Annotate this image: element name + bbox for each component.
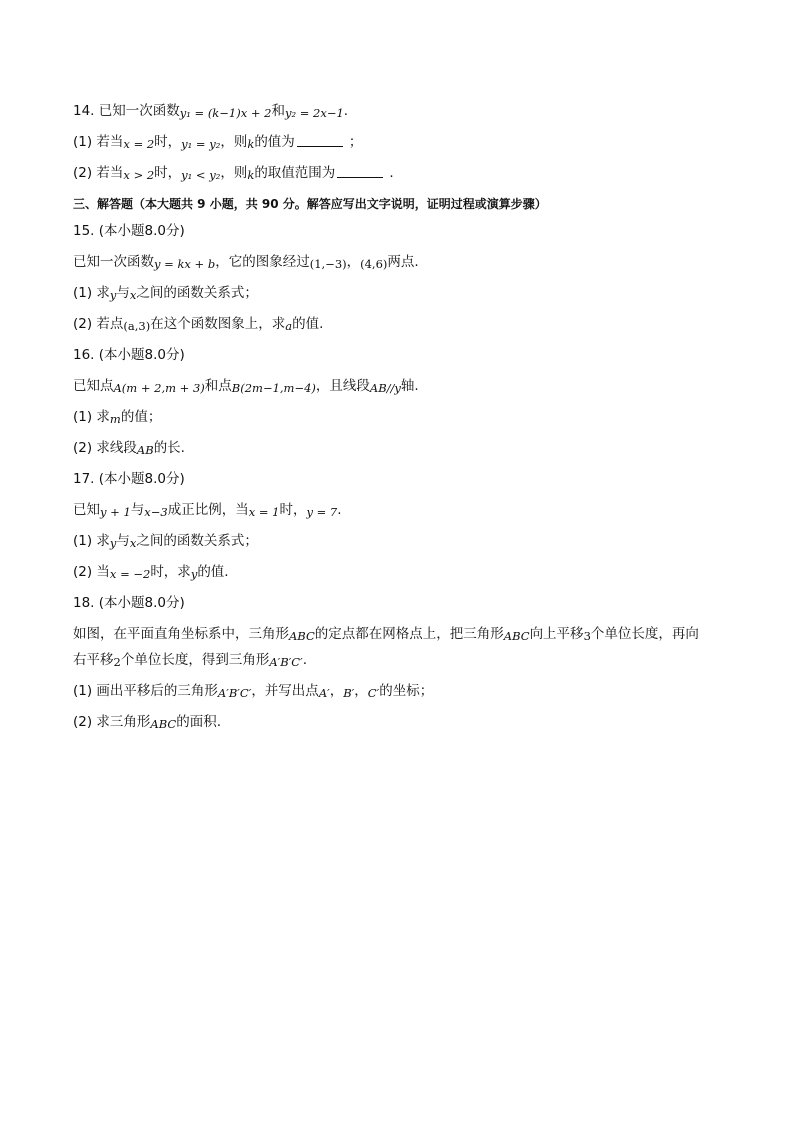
q14-function-1: y₁ = (k−1)x + 2 bbox=[179, 106, 272, 120]
q14-p1-prefix: (1) 若当 bbox=[73, 134, 124, 150]
q17-p1-prefix: (1) 求 bbox=[73, 533, 110, 549]
q17-p1-tail: 之间的函数关系式； bbox=[136, 533, 258, 549]
q16-heading: 16. (本小题8.0分) bbox=[73, 347, 185, 363]
q16-p2-ab: AB bbox=[136, 443, 154, 457]
q15-p1-x: x bbox=[129, 288, 137, 302]
q18-l1-abc: ABC bbox=[289, 629, 315, 643]
q14-p2-then: ，则 bbox=[220, 165, 248, 181]
q17-stem bbox=[73, 499, 733, 530]
q16-point-a: A(m + 2,m + 3) bbox=[113, 381, 205, 395]
q18-p1-c: C′ bbox=[367, 686, 380, 700]
q15-stem-mid: ，它的图象经过 bbox=[215, 254, 310, 270]
q17-condition-1: x = 1 bbox=[248, 505, 280, 519]
q15-p1-tail: 之间的函数关系式； bbox=[136, 285, 258, 301]
q17-p1-x: x bbox=[129, 536, 137, 550]
q16-p2-prefix: (2) 求线段 bbox=[73, 440, 137, 456]
q16-end: 轴. bbox=[400, 378, 419, 394]
q15-p1-with: 与 bbox=[116, 285, 130, 301]
q16-p1-m: m bbox=[109, 412, 121, 426]
q18-p1-comma-2: ， bbox=[354, 683, 368, 699]
q14-function-2: y₂ = 2x−1 bbox=[284, 106, 344, 120]
q17-expr-2: x−3 bbox=[144, 505, 168, 519]
q14-period: . bbox=[343, 103, 349, 119]
q16-and: 和点 bbox=[204, 378, 232, 394]
q14-part2 bbox=[73, 162, 733, 193]
q18-p1-triangle: A′B′C′ bbox=[217, 686, 252, 700]
q15-p2-a: a bbox=[285, 319, 293, 333]
q18-l1-three: 3 bbox=[583, 629, 591, 643]
q18-l2-triangle: A′B′C′ bbox=[269, 655, 303, 669]
q17-condition-2: y = 7 bbox=[306, 505, 338, 519]
q18-p2-abc: ABC bbox=[150, 717, 177, 731]
q18-p1-a: A′ bbox=[318, 686, 330, 700]
q14-p2-answer-blank[interactable] bbox=[337, 165, 383, 178]
q14-and: 和 bbox=[271, 103, 285, 119]
q18-l2-a: 右平移 bbox=[73, 652, 114, 668]
q18-part2 bbox=[73, 711, 733, 742]
q17-p1-y: y bbox=[109, 536, 117, 550]
q16-stem bbox=[73, 375, 733, 406]
q14-p2-tail: 的取值范围为 bbox=[254, 165, 336, 181]
q15-stem-end: 两点. bbox=[387, 254, 419, 270]
q16-part2 bbox=[73, 437, 733, 468]
q18-l1-d: 个单位长度，再向 bbox=[590, 626, 699, 642]
q17-mid: 成正比例，当 bbox=[167, 502, 249, 518]
q15-p2-prefix: (2) 若点 bbox=[73, 316, 124, 332]
q14-p2-k: k bbox=[247, 168, 255, 182]
q15-p2-mid: 在这个函数图象上，求 bbox=[150, 316, 286, 332]
q18-l2-b: 个单位长度，得到三角形 bbox=[120, 652, 270, 668]
q16-p1-prefix: (1) 求 bbox=[73, 409, 110, 425]
q18-part1 bbox=[73, 680, 733, 711]
q15-part1 bbox=[73, 282, 733, 313]
q16-segment: AB//y bbox=[369, 381, 401, 395]
q18-p1-b: B′ bbox=[343, 686, 355, 700]
q14-stem-text: 14. 已知一次函数 bbox=[73, 103, 180, 119]
q18-p2-prefix: (2) 求三角形 bbox=[73, 714, 151, 730]
q15-part2 bbox=[73, 313, 733, 344]
q14-p2-condition: x > 2 bbox=[123, 168, 155, 182]
q15-p1-prefix: (1) 求 bbox=[73, 285, 110, 301]
q14-p1-answer-blank[interactable] bbox=[297, 134, 343, 147]
q14-stem bbox=[73, 100, 733, 131]
q17-mid-2: 时， bbox=[279, 502, 307, 518]
q18-p1-tail: 的坐标； bbox=[379, 683, 434, 699]
q17-expr-1: y + 1 bbox=[100, 505, 131, 519]
q17-stem-prefix: 已知 bbox=[73, 502, 100, 518]
q17-heading: 17. (本小题8.0分) bbox=[73, 471, 185, 487]
q17-part1 bbox=[73, 530, 733, 561]
q17-p1-with: 与 bbox=[116, 533, 130, 549]
q18-l1-abc-2: ABC bbox=[503, 629, 530, 643]
q16-mid: ，且线段 bbox=[315, 378, 370, 394]
q16-p2-tail: 的长. bbox=[153, 440, 185, 456]
q14-p2-period: . bbox=[389, 165, 394, 181]
q18-p1-mid: ，并写出点 bbox=[251, 683, 319, 699]
q18-l2-two: 2 bbox=[113, 655, 121, 669]
document-content bbox=[73, 100, 733, 742]
q15-stem-prefix: 已知一次函数 bbox=[73, 254, 154, 270]
q17-with: 与 bbox=[130, 502, 145, 518]
q16-stem-prefix: 已知点 bbox=[73, 378, 114, 394]
q15-comma: ， bbox=[346, 254, 361, 270]
section-3-heading: 三、解答题（本大题共 9 小题，共 90 分。解答应写出文字说明，证明过程或演算步骤） bbox=[73, 197, 547, 211]
q14-part1 bbox=[73, 131, 733, 162]
q15-point-2: (4,6) bbox=[360, 257, 388, 271]
q14-p1-equation: y₁ = y₂ bbox=[181, 137, 221, 151]
q15-point-1: (1,−3) bbox=[309, 257, 347, 271]
q14-p1-k: k bbox=[247, 137, 255, 151]
q17-end: . bbox=[337, 502, 342, 518]
q14-p1-tail: 的值为 bbox=[254, 134, 295, 150]
q18-p1-comma-1: ， bbox=[329, 683, 344, 699]
q18-l1-c: 向上平移 bbox=[529, 626, 584, 642]
q15-p2-tail: 的值. bbox=[292, 316, 324, 332]
q15-p2-point: (a,3) bbox=[123, 319, 151, 333]
q15-p1-y: y bbox=[109, 288, 117, 302]
q18-stem-line-2 bbox=[73, 649, 733, 680]
q15-stem bbox=[73, 251, 733, 282]
q17-p2-mid: 时，求 bbox=[150, 564, 191, 580]
q14-p1-semicolon: ； bbox=[348, 134, 363, 150]
q18-p1-prefix: (1) 画出平移后的三角形 bbox=[73, 683, 218, 699]
q18-p2-tail: 的面积. bbox=[176, 714, 221, 730]
q14-p1-then: ，则 bbox=[220, 134, 248, 150]
q17-part2 bbox=[73, 561, 733, 592]
q17-p2-prefix: (2) 当 bbox=[73, 564, 110, 580]
q17-p2-y: y bbox=[190, 567, 198, 581]
q14-p2-inequality: y₁ < y₂ bbox=[181, 168, 221, 182]
q17-p2-tail: 的值. bbox=[197, 564, 229, 580]
q18-l1-a: 如图，在平面直角坐标系中，三角形 bbox=[73, 626, 289, 642]
q17-p2-condition: x = −2 bbox=[109, 567, 151, 581]
q16-p1-tail: 的值； bbox=[120, 409, 162, 425]
q14-p1-mid: 时， bbox=[154, 134, 182, 150]
q15-heading: 15. (本小题8.0分) bbox=[73, 223, 185, 239]
q16-point-b: B(2m−1,m−4) bbox=[231, 381, 316, 395]
q14-p2-prefix: (2) 若当 bbox=[73, 165, 124, 181]
q16-part1 bbox=[73, 406, 733, 437]
q18-l2-end: . bbox=[302, 652, 308, 668]
q18-stem-line-1 bbox=[73, 623, 733, 649]
q15-function: y = kx + b bbox=[154, 257, 216, 271]
q14-p2-mid: 时， bbox=[154, 165, 182, 181]
q18-l1-b: 的定点都在网格点上，把三角形 bbox=[314, 626, 504, 642]
q18-heading: 18. (本小题8.0分) bbox=[73, 595, 185, 611]
q14-p1-condition: x = 2 bbox=[123, 137, 155, 151]
